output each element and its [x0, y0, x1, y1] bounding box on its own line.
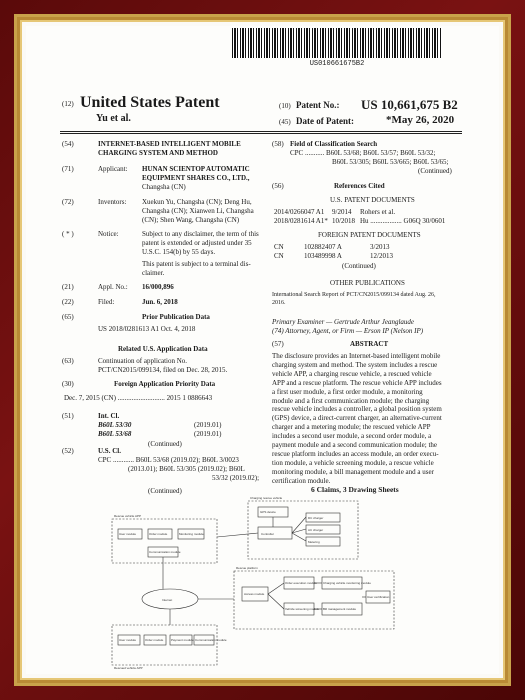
- lbl-pay: Payment module: [171, 638, 194, 642]
- lbl-user2: User module: [119, 638, 137, 642]
- lbl-gps: GPS device: [260, 510, 276, 514]
- lbl-dc: DC charger: [308, 516, 324, 520]
- lbl-rv-monitor: Charging vehicle monitoring module: [323, 581, 371, 585]
- abstract-line: charger and a metering module; the rescued vehicle APP: [272, 423, 431, 432]
- rescue-app-group: [112, 519, 217, 563]
- foreign-continued: (Continued): [342, 262, 376, 270]
- abstract-line: vehicle APP, a charging rescue vehicle, a rescued vehicle: [272, 369, 432, 378]
- abstract-text: [272, 352, 462, 486]
- code-12: (12): [62, 100, 74, 108]
- related-app-heading: Related U.S. Application Data: [118, 345, 208, 353]
- code-45: (45): [279, 118, 291, 126]
- lbl-controller: Controller: [261, 532, 275, 536]
- lbl-charging-vehicle: Charging rescue vehicle: [250, 496, 283, 500]
- lbl-access: Access module: [244, 592, 265, 596]
- lbl-screening: Vehicle screening module: [285, 607, 320, 611]
- abstract-line: charging system and method. The system includes a rescue: [272, 360, 438, 369]
- lbl-order-mod: Order module: [149, 532, 168, 536]
- lbl-metering: Metering: [308, 540, 320, 544]
- patent-number: US 10,661,675 B2: [361, 97, 458, 112]
- abstract-line: monitoring module, a bill management module and a user: [272, 467, 434, 476]
- abstract-line: tion module, a vehicle screening module, a rescue vehicle: [272, 458, 434, 467]
- foreign-docs-heading: FOREIGN PATENT DOCUMENTS: [318, 231, 421, 239]
- lbl-monitor-mod: Monitoring module: [179, 532, 204, 536]
- lbl-comm-mod: Communication module: [149, 550, 181, 554]
- abstract-line: certification module.: [272, 476, 331, 485]
- lbl-internet: Internet: [162, 598, 173, 602]
- abstract-line: a first user module, a first order module, a monitoring: [272, 387, 423, 396]
- abstract-line: includes a second user module, a second order module, a: [272, 432, 432, 441]
- abstract-line: module and a first communication module; the charging: [272, 396, 430, 405]
- us-docs-heading: U.S. PATENT DOCUMENTS: [330, 196, 415, 204]
- lbl-order2: Order module: [145, 638, 164, 642]
- lbl-platform: Rescue platform: [236, 566, 258, 570]
- lbl-user-mod: User module: [119, 532, 137, 536]
- abstract-line: rescue platform includes an access module, an order execu-: [272, 449, 439, 458]
- primary-examiner: Primary Examiner — Gertrude Arthur Jeanglaude: [272, 318, 414, 326]
- other-pubs-heading: OTHER PUBLICATIONS: [330, 279, 405, 287]
- inventors-short: Yu et al.: [96, 113, 131, 124]
- patent-no-label: Patent No.:: [296, 100, 340, 110]
- abstract-line: payment module and a second communication module; the: [272, 441, 438, 450]
- barcode: [232, 28, 442, 58]
- claims-sheets: 6 Claims, 3 Drawing Sheets: [311, 485, 399, 494]
- lbl-order-exec: Order execution module: [285, 581, 318, 585]
- lbl-rescue-app: Rescue vehicle APP: [114, 514, 142, 518]
- patent-date: *May 26, 2020: [386, 114, 455, 126]
- patent-type-title: United States Patent: [80, 94, 220, 111]
- abstract-line: (GPS) device, a direct-current charger, an alternative-current: [272, 414, 442, 423]
- code-10: (10): [279, 102, 291, 110]
- attorney: (74) Attorney, Agent, or Firm — Erson IP (Nelson IP): [272, 327, 424, 335]
- other-pub-line-2: 2016.: [272, 300, 286, 306]
- abstract-line: rescue vehicle includes a controller, a global position system: [272, 405, 442, 414]
- abstract-line: The disclosure provides an Internet-based intelligent mobile: [272, 352, 441, 360]
- lbl-rescued-app: Rescued vehicle APP: [114, 666, 143, 670]
- lbl-cert: User certification: [367, 595, 390, 599]
- other-pub-line: International Search Report of PCT/CN2015/099134 dated Aug. 26,: [272, 292, 436, 298]
- system-diagram: [108, 495, 433, 670]
- field-54: (54) INTERNET-BASED INTELLIGENT MOBILE CHARGING SYSTEM AND METHOD: [62, 140, 241, 157]
- date-label: Date of Patent:: [296, 116, 354, 126]
- lbl-bill: Bill management module: [323, 607, 357, 611]
- lbl-ac: AC charger: [308, 528, 324, 532]
- header-rule-2: [60, 133, 462, 134]
- barcode-number: US010661675B2: [309, 60, 365, 68]
- lbl-comm2: Communication module: [195, 638, 227, 642]
- header-rule: [60, 131, 462, 132]
- abstract-line: APP and a rescue platform. The rescue vehicle APP includes: [272, 378, 442, 387]
